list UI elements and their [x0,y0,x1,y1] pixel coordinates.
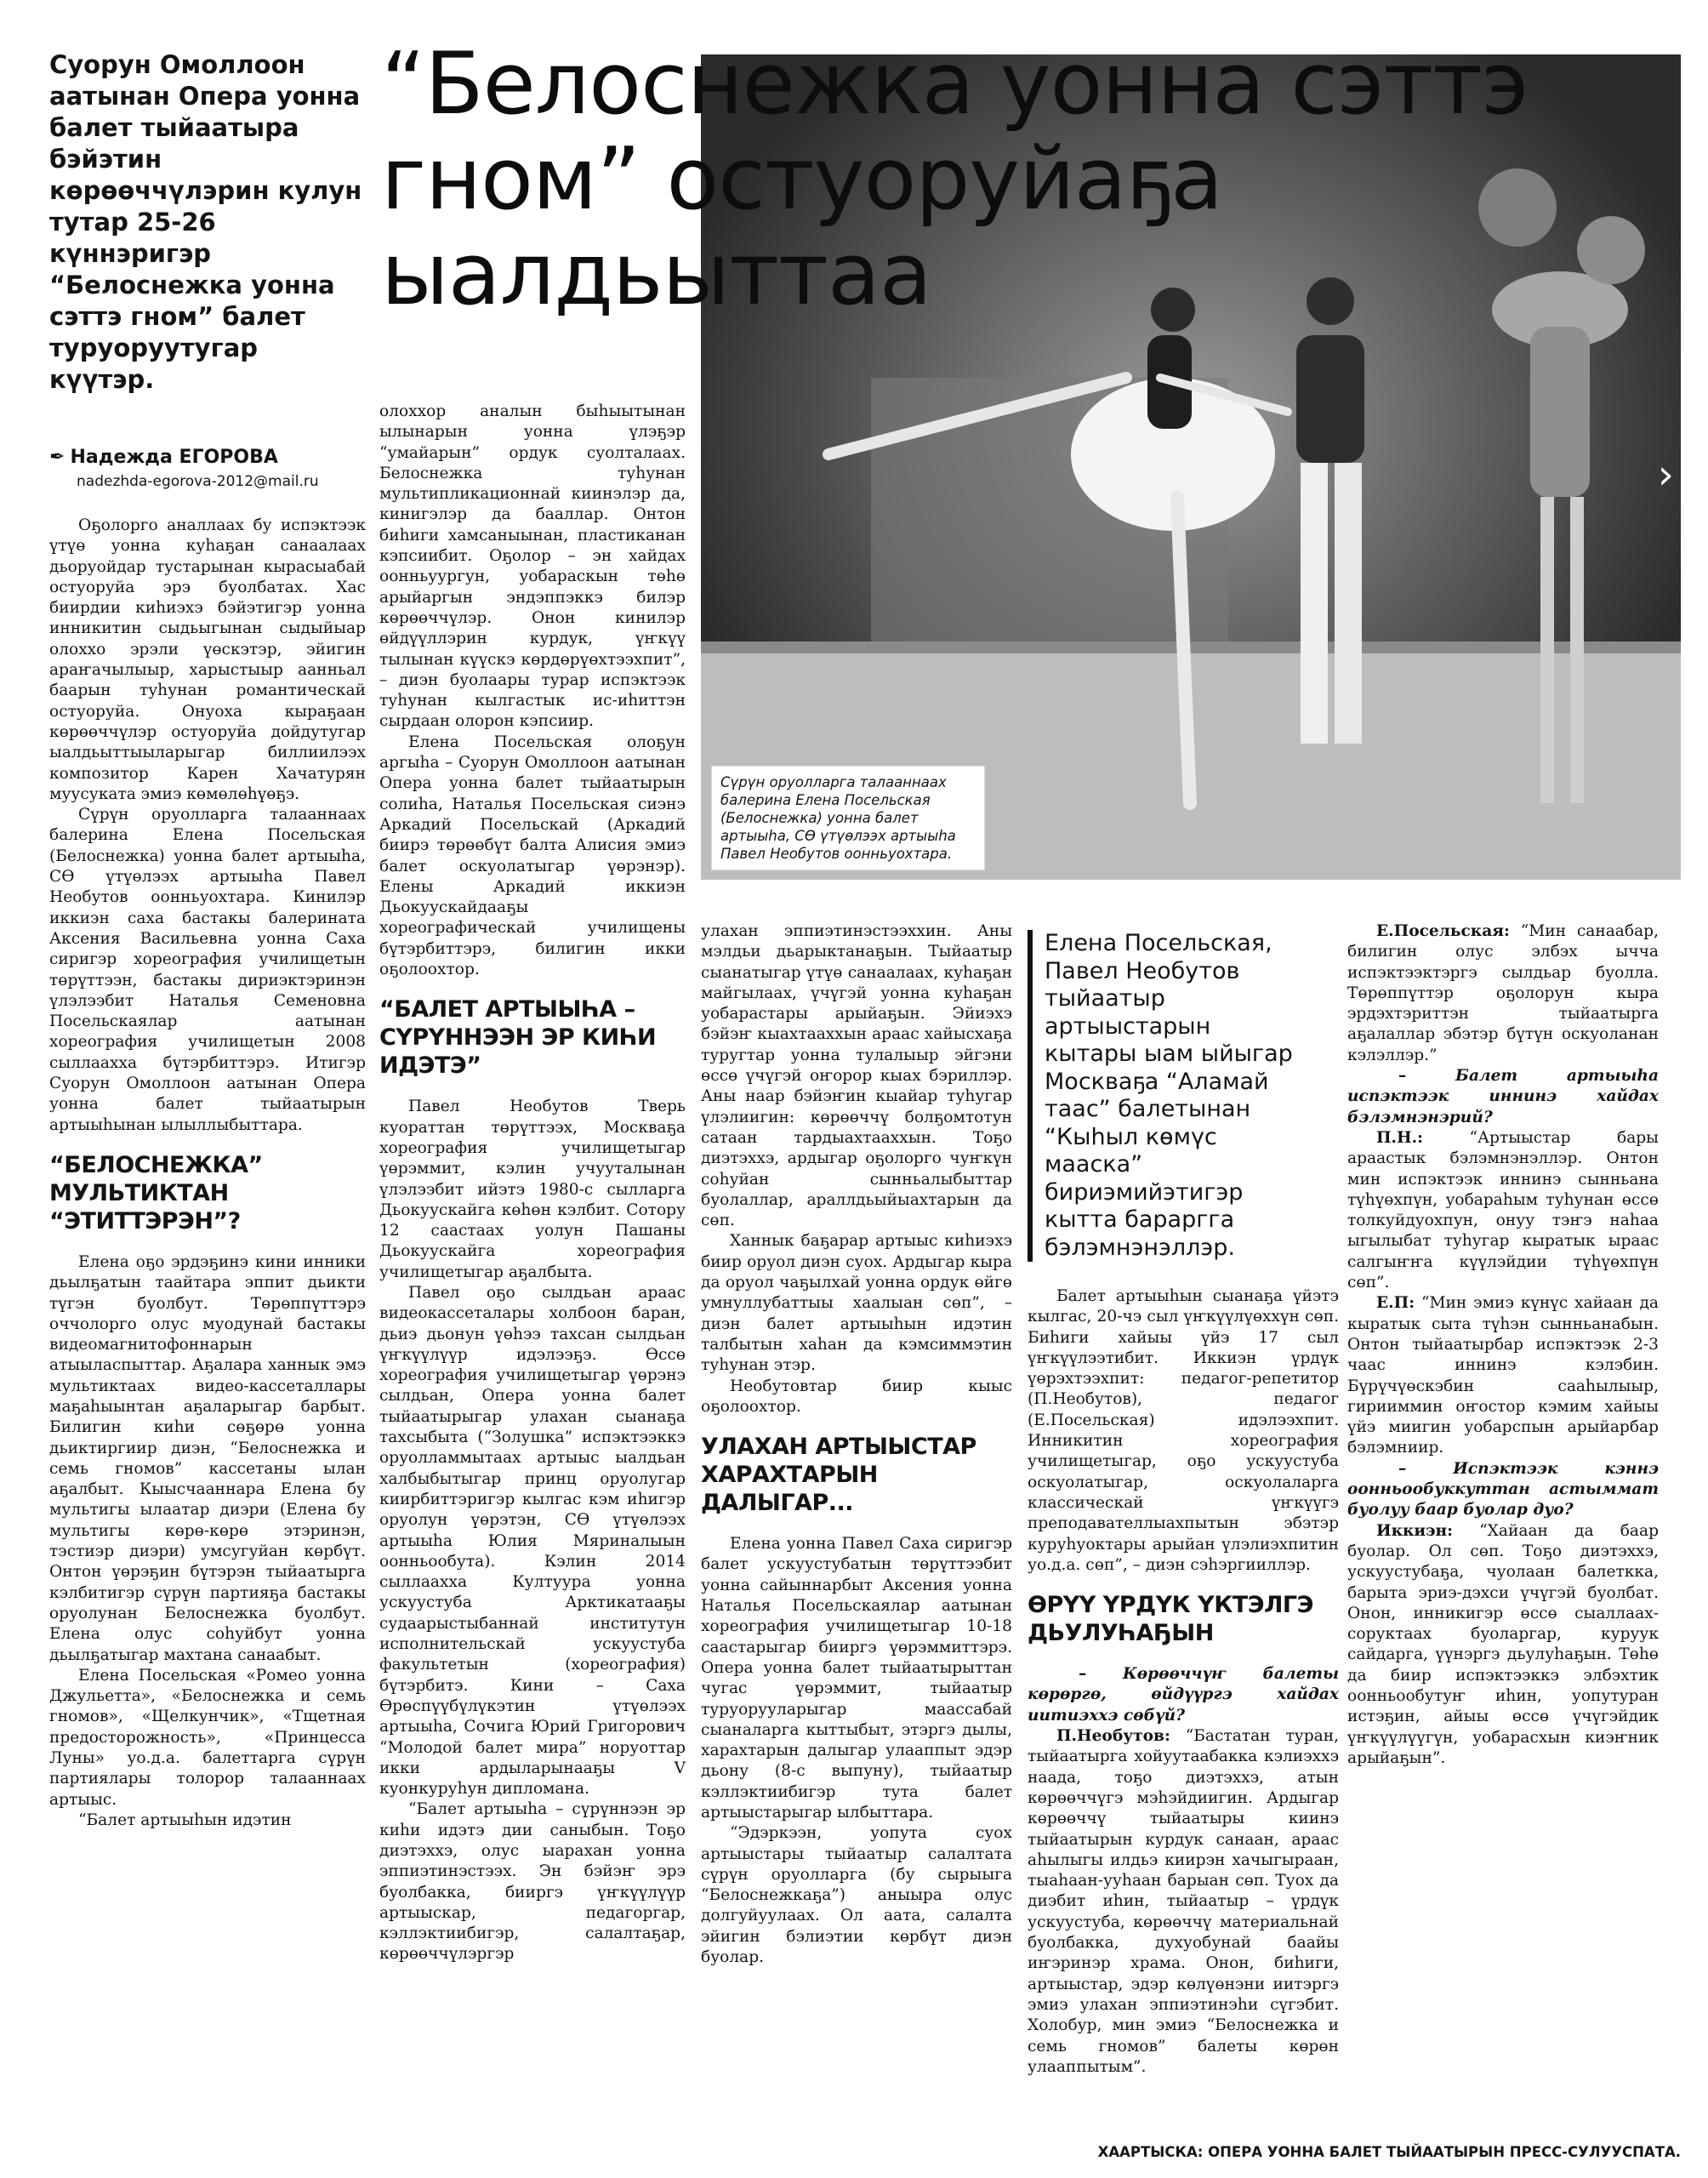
column-1 [49,516,366,1831]
paragraph: Ханнык баҕарар артыыс киһиэхэ биир оруол диэн суох. Ардыгар кыра да оруол чаҕылхай уонна ордук өйгө умнуллубаттыы хаалыан сөп”, – диэн балет артыыһын идэтин талбытын хаһан да кэмсиммэтин туһунан этэр. [701,1232,1012,1375]
paragraph: “Хайаан да баар буолар. Ол сөп. Тоҕо диэтэххэ, ускуустубаҕа, чуолаан балеткка, барыта эриэ-дэхси үчүгэй буолбат. Онон, инникигэр өссө сыаллаах-соруктаах буоларгар, куруук сайдарга, үүнэргэ дьулуһаҕын. Төһө да биир испэктээккэ элбэхтик оонньообутуҥ иһин, уопутуран истэҕин, айыы өссө үчүгэйдик үҥкүүлүүгүн, уобарасхын киэҥник арыйаҕын”. [1347,1521,1659,1767]
paragraph: Балет артыыһын сыанаҕа үйэтэ кылгас, 20-чэ сыл үҥкүүлүөххүн сөп. Биһиги хайыы үйэ 17 сыл үҥкүүлээтибит. Иккиэн үрдүк үөрэхтээхпит: педагог-репетитор (П.Необутов), педагог (Е.Посельская) идэлээхпит. Инникитин хореография училищетыгар, оҕо ускуустуба оскуолатыгар, оскуолаларга классическай үҥкүүгэ преподавателлыахпытын эбэтэр куруһуоктары арыйан үлэлиэхпитин уо.д.а. сөп”, – диэн сэһэргииллэр. [1028,1287,1339,1574]
pull-quote: Елена Посельская, Павел Необутов тыйаатыр артыыстарын кытары ыам ыйыгар Москваҕа “Аламай таас” балетынан “Кыһыл көмүс мааска” бириэмийэтигэр кытта бараргга бэлэмнэнэллэр. [1028,930,1300,1262]
speaker-label: П.Н.: [1376,1128,1423,1147]
paragraph: Необутовтар биир кыыс оҕолоохтор. [701,1377,1012,1416]
subheading: “БЕЛОСНЕЖКА” МУЛЬТИКТАН “ЭТИТТЭРЭН”? [49,1151,263,1234]
author-name: Надежда ЕГОРОВА [70,447,278,468]
paragraph: Сүрүн оруолларга талааннаах балерина Елена Посельская (Белоснежка) уонна балет артыыһа, СӨ үтүөлээх артыыһа Павел Необутов оонньуохтара. Кинилэр иккиэн саха бастакы балерината Аксения Васильевна уонна Саха сиригэр хореография училищетын төрүттээн, бастакы дириэктэринэн үлэлээбит Наталья Семеновна Посельскаялар аатынан хореография училищетын 2008 сыллаахха бүтэрбиттэрэ. Итигэр Суорун Омоллоон аатынан Опера уонна балет тыйаатырын артыыһынан ылыллыбыттара. [49,806,366,1134]
interview-question: – Испэктээк кэннэ оонньообуккуттан астыммат буолуу баар буолар дуо? [1347,1459,1659,1519]
column-5 [1347,921,1659,1769]
author-email[interactable]: nadezhda-egorova-2012@mail.ru [77,473,319,490]
paragraph: олоххор аналын быһыытынан ылынарын уонна үлэҕэр “умайарын” ордук суолталаах. Белоснежка туһунан мультипликационнай киинэлэр да, кинигэлэр да бааллар. Онтон биһиги хамсаныынан, пластиканан кэпсиибит. Оҕолор – эн хайдах оонньуургун, уобараскын төһө арыйаргын эндэппэккэ билэр көрөөччүлэр. Онон кинилэр өйдүүллэрин курдук, үҥкүү тылынан күүскэ көрдөрүөхтээхпит”, – диэн буолаары турар испэктээк туһунан кылгастык ис-иһиттэн сырдаан олорон кэпсиир. [379,402,686,731]
paragraph: Павел оҕо сылдьан араас видеокассеталары холбоон баран, дьиэ дьонун үөһээ тахсан сылдьан үҥкүүлүүр идэлээҕэ. Өссө хореография училищетыгар үөрэнэ сылдьан, Опера уонна балет тыйаатырыгар улахан сыанаҕа тахсыбыта (“Золушка” испэктээккэ оруолламмытаах артыыс ыалдьан халбыбытыгар принц оруолугар киирбиттэригэр кылгас кэм иһигэр оруолун үөрэтэн, СӨ үтүөлээх артыыһа Юлия Мяриналыын оонньообута). Кэлин 2014 сыллаахха Култуура уонна ускуустуба Арктикатааҕы судаарыстыбаннай институтун исполнительскай ускуустуба факультетын (хореография) бүтэрбитэ. Кини – Саха Өрөспүүбүлүкэтин үтүөлээх артыыһа, Сочига Юрий Григорович “Молодой балет мира” норуоттар икки ардыларынааҕы V куонкуруһун дипломана. [379,1283,686,1799]
column-2 [379,402,686,1965]
speaker-label: Е.Посельская: [1376,922,1510,940]
lede: Суорун Омоллоон аатынан Опера уонна балет тыйаатыра бэйэтин көрөөччүлэрин кулун тутар 25-26 күннэригэр “Белоснежка уонна сэттэ гном” балет туруоруутугар күүтэр. [49,50,362,394]
paragraph: “Эдэркээн, уопута суох артыыстары тыйаатыр салалтата сүрүн оруолларга (бу сырыыга “Белоснежкаҕа”) аныыра олус долгуйуулаах. Ол аата, салалта эйигин бэлиэтии көрбүт диэн буолар. [701,1824,1012,1967]
column-4 [1028,1286,1339,2078]
paragraph: Елена Посельская «Ромео уонна Джульетта», «Белоснежка и семь гномов», «Щелкунчик», «Тщетная предосторожность», «Принцесса Луны» уо.д.а. балеттарга сүрүн партиялары толорор талааннаах артыыс. [49,1666,366,1809]
speaker-label: Иккиэн: [1376,1521,1454,1540]
paragraph: Оҕолорго аналлаах бу испэктээк үтүө уонна куһаҕан санаалаах дьоруойдар тустарынан кырасыабай остуоруйа эрэ буолбатах. Хас биирдии киһиэхэ бэйэтигэр уонна инникитин сыдьыгынан сыдыйыар олоххо эрэли үөскэтэр, эйигин араҥачылыыр, харыстыыр аанньал баарын туһунан романтическай остуоруйа. Онуоха кыраҕаан көрөөччүлэр остуоруйа дойдутугар ыалдьыттыыларыгар биллиилээх композитор Карен Хачатурян муусуката эмиэ көмөлөһүөҕэ. [49,516,366,803]
paragraph: “Мин санаабар, билигин олус элбэх ычча испэктээктэргэ сылдьар буолла. Төрөппүттэр оҕолорун кыра эрдэхтэриттэн тыйаатырга аҕалаллар эбэтэр бүтүн оскуоланан кэлэллэр.” [1347,922,1659,1064]
headline: “Белоснежка уонна сэттэ гном” остуоруйаҕа ыалдьыттаа [381,33,1529,324]
photo-caption: Сүрүн оруолларга талааннаах балерина Елена Посельская (Белоснежка) уонна балет артыыһа, СӨ үтүөлээх артыыһа Павел Необутов оонньуохтара. [711,766,985,870]
interview-question: – Көрөөччүҥ балеты көрөргө, өйдүүргэ хайдах иитиэххэ сөбүй? [1028,1665,1339,1725]
paragraph: “Мин эмиэ күнүс хайаан да кыратык сыта түһэн сынньанабын. Онтон тыйаатырбар испэктээк 2-3 чаас иннинэ кэлэбин. Бүрүчүөскэбин сааһылыыр, гирииммин оҥостор кэмим хайыы үйэ миигин уобарспын арыйарбар бэлэмниир. [1347,1294,1659,1457]
paragraph: “Бастатан туран, тыйаатырга хойуутаабакка кэлиэххэ наада, тоҕо диэтэххэ, атын көрөөччүгэ мэһэйдиигин. Ардыгар көрөөччү тыйаатыры киинэ тыйаатырын курдук санаан, араас аһылыгы илдьэ киирэн хачыгыраан, тыаһаан-ууһаан барыан сөп. Туох да диэбит иһин, тыйаатыр – үрдүк ускуустуба, көрөөччү материальнай буолбакка, духуобунай баайы иҥэринэр храма. Онон, биһиги, артыыстар, эдэр көлүөнэни иитэргэ эмиэ улахан эппиэтинэһи сүгэбит. Холобур, мин эмиэ “Белоснежка и семь гномов” балеты көрөн улааппытым”. [1028,1727,1339,2076]
paragraph: улахан эппиэтинэстээххин. Аны мэлдьи дьарыктанаҕын. Тыйаатыр сыанатыгар үтүө санаалаах, куһаҕан майгылаах, үчүгэй уонна куһаҕан уобарастары арыйаҕын. Эйиэхэ бэйэҥ кыахтааххын араас хайысхаҕа туругтар уонна тулалыыр эйгэни өссө үчүгэй оҥорор кыах бэриллэр. Аны наар бэйэҥин кыайар туһугар үлэлиигин: көрөөччү болҕомтотун сатаан тардыахтааххын. Тоҕо диэтэххэ, ардыгар оҕолорго чуҥкүн соһуйан сынньалыбыттар буолаллар, араллдьыйыахтарын да сөп. [701,922,1012,1230]
interview-question: – Балет артыыһа испэктээк иннинэ хайдах бэлэмнэнэрий? [1347,1067,1659,1126]
paragraph: “Балет артыыһа – сүрүннээн эр киһи идэтэ дии саныбын. Тоҕо диэтэххэ, олус ыарахан уонна эппиэтинэстээх. Эн бэйэҥ эрэ буолбакка, бииргэ үҥкүүлүүр артыыскар, педагоргар, кэллэктиибигэр, салалтаҕар, көрөөччүлэргэр [379,1800,686,1964]
speaker-label: Е.П: [1376,1294,1415,1313]
subheading: “БАЛЕТ АРТЫЫҺА – СҮРҮННЭЭН ЭР КИҺИ ИДЭТЭ” [379,996,657,1080]
subheading: ӨРҮҮ ҮРДҮК ҮКТЭЛГЭ ДЬУЛУҺАҔЫН [1028,1592,1313,1647]
author-byline [49,447,278,468]
pen-icon: ✒ [49,447,65,468]
column-3 [701,921,1012,1968]
paragraph: Павел Необутов Тверь куораттан төрүттээх, Москваҕа хореография училищетыгар үөрэммит, кэлин учууталынан үлэлээбит ийэтэ 1980-с сылларга Дьокуускайга көһөн кэлбит. Сотору 12 саастаах уолун Пашаны Дьокуускайга хореография училищетыгар аҕалбыта. [379,1098,686,1281]
paragraph: “Балет артыыһын идэтин [78,1810,292,1829]
paragraph: Елена Посельская олоҕун аргыһа – Суорун Омоллоон аатынан Опера уонна балет тыйаатырын солиһа, Наталья Посельская сиэнэ Аркадий Посельскай (Аркадий биирэ төрөөбүт балта Алисия эмиэ балет оскуолатыгар үөрэнэр). Елены Аркадий иккиэн Дьокуускайдааҕы хореографическай училищены бүтэрбиттэрэ, билигин икки оҕолоохтор. [379,733,686,979]
photo-credit: ХААРТЫСКА: ОПЕРА УОННА БАЛЕТ ТЫЙААТЫРЫН ПРЕСС-СУЛУУСПАТА. [1097,2144,1681,2160]
chevron-right-icon[interactable]: › [1657,451,1674,499]
paragraph: Елена уонна Павел Саха сиригэр балет ускуустубатын төрүттээбит уонна сайыннарбыт Аксения уонна Наталья Посельскаялар аатынан хореография училищетыгар 10-18 саастарыгар бииргэ үөрэммиттэрэ. Опера уонна балет тыйаатырыттан чугас үөрэммит, тыйаатыр туруорууларыгар маассабай сыаналарга кыттыбыт, этэргэ дылы, харахтарын далыгар улааппыт эдэр дьону (8-с выпуну), тыйаатыр кэллэктиибигэр тута балет артыыстарыгар ылбыттара. [701,1535,1012,1822]
paragraph: “Артыыстар бары араастык бэлэмнэнэллэр. Онтон мин испэктээк иннинэ сынньана түһүөхпүн, уобараһым туһунан өссө толкуйдуохпун, онуу тэҥэ наһаа ыгылыбат туһугар кыратык ыраас салгыҥҥа күүлэйдии түһүөхпүн сөп”. [1347,1128,1659,1292]
subheading: УЛАХАН АРТЫЫСТАР ХАРАХТАРЫН ДАЛЫГАР... [701,1434,976,1517]
paragraph: Елена оҕо эрдэҕинэ кини инники дьылҕатын таайтара эппит дьикти түгэн буолбут. Төрөппүттэрэ оччолорго олус муодунай бастакы видеомагнитофоннарын атыыласпыттар. Аҕалара ханнык эмэ мультиктаах видео-кассеталлары маҕаһыынтан аҕаларыгар барбыт. Билигин киһи сөҕөрө уонна дьиктиргиир диэн, “Белоснежка и семь гномов” кассетаны ылан аҕалбыт. Кыысчааннара Елена бу мультигы ылаатар диэри (Елена бу мультигы көрө-көрө этэринэн, тэстиэр диэри) умсугуйан көрбүт. Онтон үөрэҕин бүтэрэн тыйаатырга кэлбитигэр сүрүн партияҕа бастакы оруолунан Белоснежка буолбут. Елена олус соһуйбут уонна дьылҕатыгар махтана санаабыт. [49,1252,366,1664]
speaker-label: П.Необутов: [1056,1727,1170,1746]
